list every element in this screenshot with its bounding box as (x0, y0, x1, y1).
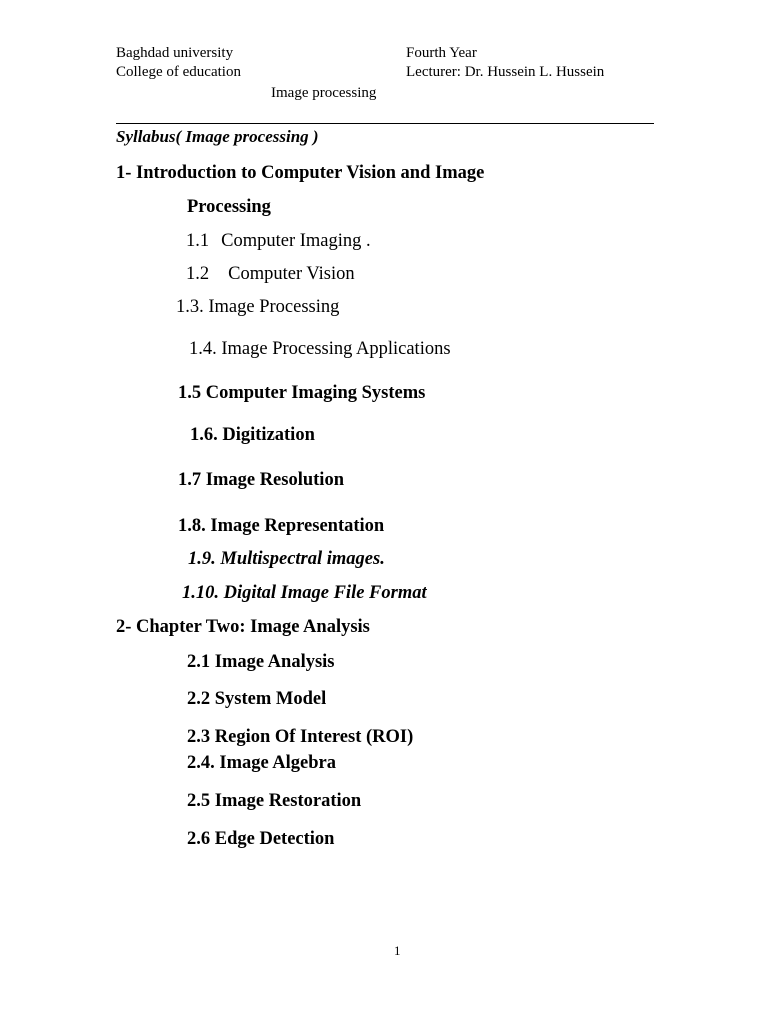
header-university: Baghdad university (116, 45, 234, 61)
chapter1-title-line2: Processing (187, 197, 271, 217)
syllabus-title: Syllabus( Image processing ) (116, 127, 319, 146)
section-1-2 (186, 265, 355, 284)
header-divider (116, 123, 654, 124)
section-1-5: 1.5 Computer Imaging Systems (178, 383, 426, 403)
section-1-1 (186, 232, 371, 251)
section-2-3: 2.3 Region Of Interest (ROI) (187, 727, 414, 747)
section-1-6: 1.6. Digitization (190, 425, 315, 445)
header-course: Image processing (271, 85, 377, 101)
header-lecturer: Lecturer: Dr. Hussein L. Hussein (406, 64, 605, 80)
section-2-2: 2.2 System Model (187, 689, 327, 709)
section-2-5: 2.5 Image Restoration (187, 791, 362, 811)
section-1-9: 1.9. Multispectral images. (188, 549, 385, 569)
section-text: Computer Imaging . (221, 231, 371, 251)
section-2-1: 2.1 Image Analysis (187, 652, 335, 672)
chapter1-title-line1: 1- Introduction to Computer Vision and Image (116, 163, 485, 183)
section-text: Computer Vision (228, 264, 355, 284)
chapter2-title: 2- Chapter Two: Image Analysis (116, 617, 370, 637)
section-number: 1.2 (186, 264, 210, 284)
section-1-10: 1.10. Digital Image File Format (182, 583, 427, 603)
section-number: 1.1 (186, 231, 210, 251)
section-2-4: 2.4. Image Algebra (187, 753, 337, 773)
section-1-4: 1.4. Image Processing Applications (189, 339, 451, 359)
section-2-6: 2.6 Edge Detection (187, 829, 335, 849)
section-1-8: 1.8. Image Representation (178, 516, 385, 536)
section-1-7: 1.7 Image Resolution (178, 470, 344, 490)
header-college: College of education (116, 64, 241, 80)
page-number: 1 (394, 943, 401, 958)
header-year: Fourth Year (406, 45, 477, 61)
section-1-3: 1.3. Image Processing (176, 297, 340, 317)
